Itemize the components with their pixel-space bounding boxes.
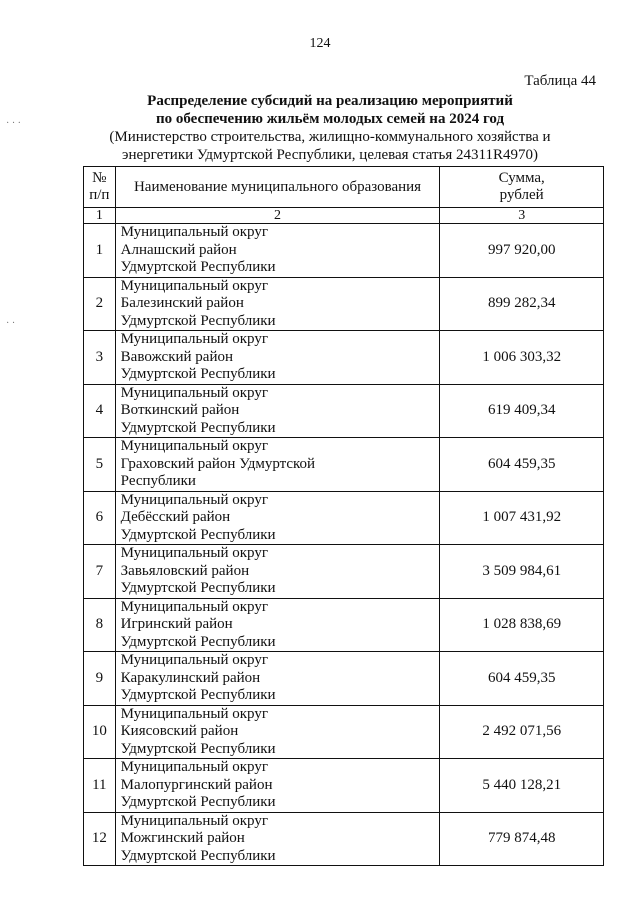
subsidy-amount: 1 007 431,92 <box>440 491 604 545</box>
header-name-cell: Наименование муниципального образования <box>115 167 440 208</box>
municipality-name-line: Воткинский район <box>120 402 240 418</box>
municipality-name <box>115 705 440 759</box>
municipality-name <box>115 598 440 652</box>
municipality-name-line: Каракулинский район <box>120 669 261 686</box>
table-row <box>84 384 604 438</box>
heading-line-4: энергетики Удмуртской Республики, целевая статья 24311R4970) <box>122 147 538 163</box>
municipality-name <box>115 384 440 438</box>
municipality-name-line: Киясовский район <box>120 723 239 739</box>
index-cell-1: 1 <box>84 208 116 224</box>
subsidy-amount: 3 509 984,61 <box>440 545 604 599</box>
header-num-cell <box>84 167 116 208</box>
header-num-sublabel: п/п <box>89 187 110 203</box>
row-number: 8 <box>84 598 116 652</box>
municipality-name-line: Удмуртской Республики <box>120 312 276 329</box>
municipality-name-line: Вавожский район <box>120 348 233 365</box>
subsidy-amount: 2 492 071,56 <box>440 705 604 759</box>
municipality-name-line: Муниципальный округ <box>120 759 269 775</box>
margin-dot-mark: · · <box>6 318 16 329</box>
municipality-name-line: Завьяловский район <box>120 562 250 579</box>
municipality-name-line: Удмуртской Республики <box>120 526 276 543</box>
row-number: 9 <box>84 652 116 706</box>
margin-dot-mark: · · · <box>6 118 21 129</box>
table-row <box>84 705 604 759</box>
table-row <box>84 331 604 385</box>
municipality-name <box>115 224 440 278</box>
row-number: 2 <box>84 277 116 331</box>
municipality-name <box>115 759 440 813</box>
municipality-name-line: Алнашский район <box>120 241 237 258</box>
subsidy-table <box>83 166 604 866</box>
heading-line-2: по обеспечению жильём молодых семей на 2024 год <box>155 111 505 127</box>
table-row <box>84 277 604 331</box>
row-number: 3 <box>84 331 116 385</box>
municipality-name-line: Можгинский район <box>120 830 245 846</box>
municipality-name <box>115 491 440 545</box>
table-row <box>84 491 604 545</box>
municipality-name-line: Удмуртской Республики <box>120 687 276 703</box>
index-cell-3: 3 <box>440 208 604 224</box>
municipality-name-line: Муниципальный округ <box>120 812 269 829</box>
row-number: 7 <box>84 545 116 599</box>
index-cell-2: 2 <box>115 208 440 224</box>
document-heading <box>60 92 600 164</box>
table-row <box>84 224 604 278</box>
municipality-name-line: Муниципальный округ <box>120 384 269 401</box>
row-number: 4 <box>84 384 116 438</box>
header-sum-sublabel: рублей <box>499 187 544 203</box>
municipality-name-line: Граховский район Удмуртской <box>120 455 316 472</box>
subsidy-amount: 899 282,34 <box>440 277 604 331</box>
heading-line-3: (Министерство строительства, жилищно-коммунального хозяйства и <box>109 129 551 145</box>
row-number: 12 <box>84 812 116 866</box>
subsidy-amount: 997 920,00 <box>440 224 604 278</box>
subsidy-amount: 619 409,34 <box>440 384 604 438</box>
subsidy-amount: 604 459,35 <box>440 438 604 492</box>
municipality-name <box>115 812 440 866</box>
header-sum-cell <box>440 167 604 208</box>
subsidy-amount: 5 440 128,21 <box>440 759 604 813</box>
heading-line-1: Распределение субсидий на реализацию мероприятий <box>147 93 513 109</box>
municipality-name-line: Муниципальный округ <box>120 545 269 561</box>
municipality-name-line: Муниципальный округ <box>120 491 269 508</box>
header-sum-label: Сумма, <box>498 170 545 186</box>
municipality-name-line: Муниципальный округ <box>120 224 269 240</box>
table-label: Таблица 44 <box>524 73 596 89</box>
municipality-name-line: Удмуртской Республики <box>120 580 276 596</box>
table-header-row <box>84 167 604 208</box>
municipality-name-line: Удмуртской Республики <box>120 740 276 757</box>
municipality-name-line: Республики <box>120 473 196 489</box>
municipality-name-line: Муниципальный округ <box>120 331 269 347</box>
row-number: 5 <box>84 438 116 492</box>
subsidy-amount: 779 874,48 <box>440 812 604 866</box>
table-row <box>84 545 604 599</box>
table-row <box>84 759 604 813</box>
municipality-name <box>115 438 440 492</box>
row-number: 11 <box>84 759 116 813</box>
municipality-name-line: Малопургинский район <box>120 776 273 793</box>
table-row <box>84 812 604 866</box>
table-row <box>84 598 604 652</box>
municipality-name-line: Дебёсский район <box>120 509 231 525</box>
subsidy-amount: 1 028 838,69 <box>440 598 604 652</box>
municipality-name-line: Удмуртской Республики <box>120 794 276 810</box>
table-index-row <box>84 208 604 224</box>
header-num-label: № <box>92 170 107 186</box>
table-row <box>84 438 604 492</box>
municipality-name-line: Удмуртской Республики <box>120 633 276 650</box>
municipality-name <box>115 652 440 706</box>
municipality-name <box>115 277 440 331</box>
municipality-name-line: Удмуртской Республики <box>120 259 276 275</box>
row-number: 1 <box>84 224 116 278</box>
municipality-name-line: Муниципальный округ <box>120 438 269 454</box>
municipality-name <box>115 545 440 599</box>
municipality-name-line: Муниципальный округ <box>120 652 269 668</box>
subsidy-amount: 604 459,35 <box>440 652 604 706</box>
municipality-name-line: Балезинский район <box>120 295 244 311</box>
subsidy-amount: 1 006 303,32 <box>440 331 604 385</box>
municipality-name-line: Муниципальный округ <box>120 705 269 722</box>
municipality-name-line: Муниципальный округ <box>120 277 269 294</box>
municipality-name-line: Муниципальный округ <box>120 598 269 615</box>
municipality-name <box>115 331 440 385</box>
page-number: 124 <box>309 36 331 51</box>
table-row <box>84 652 604 706</box>
row-number: 6 <box>84 491 116 545</box>
municipality-name-line: Игринский район <box>120 616 233 632</box>
row-number: 10 <box>84 705 116 759</box>
municipality-name-line: Удмуртской Республики <box>120 419 276 436</box>
municipality-name-line: Удмуртской Республики <box>120 847 276 864</box>
municipality-name-line: Удмуртской Республики <box>120 366 276 382</box>
